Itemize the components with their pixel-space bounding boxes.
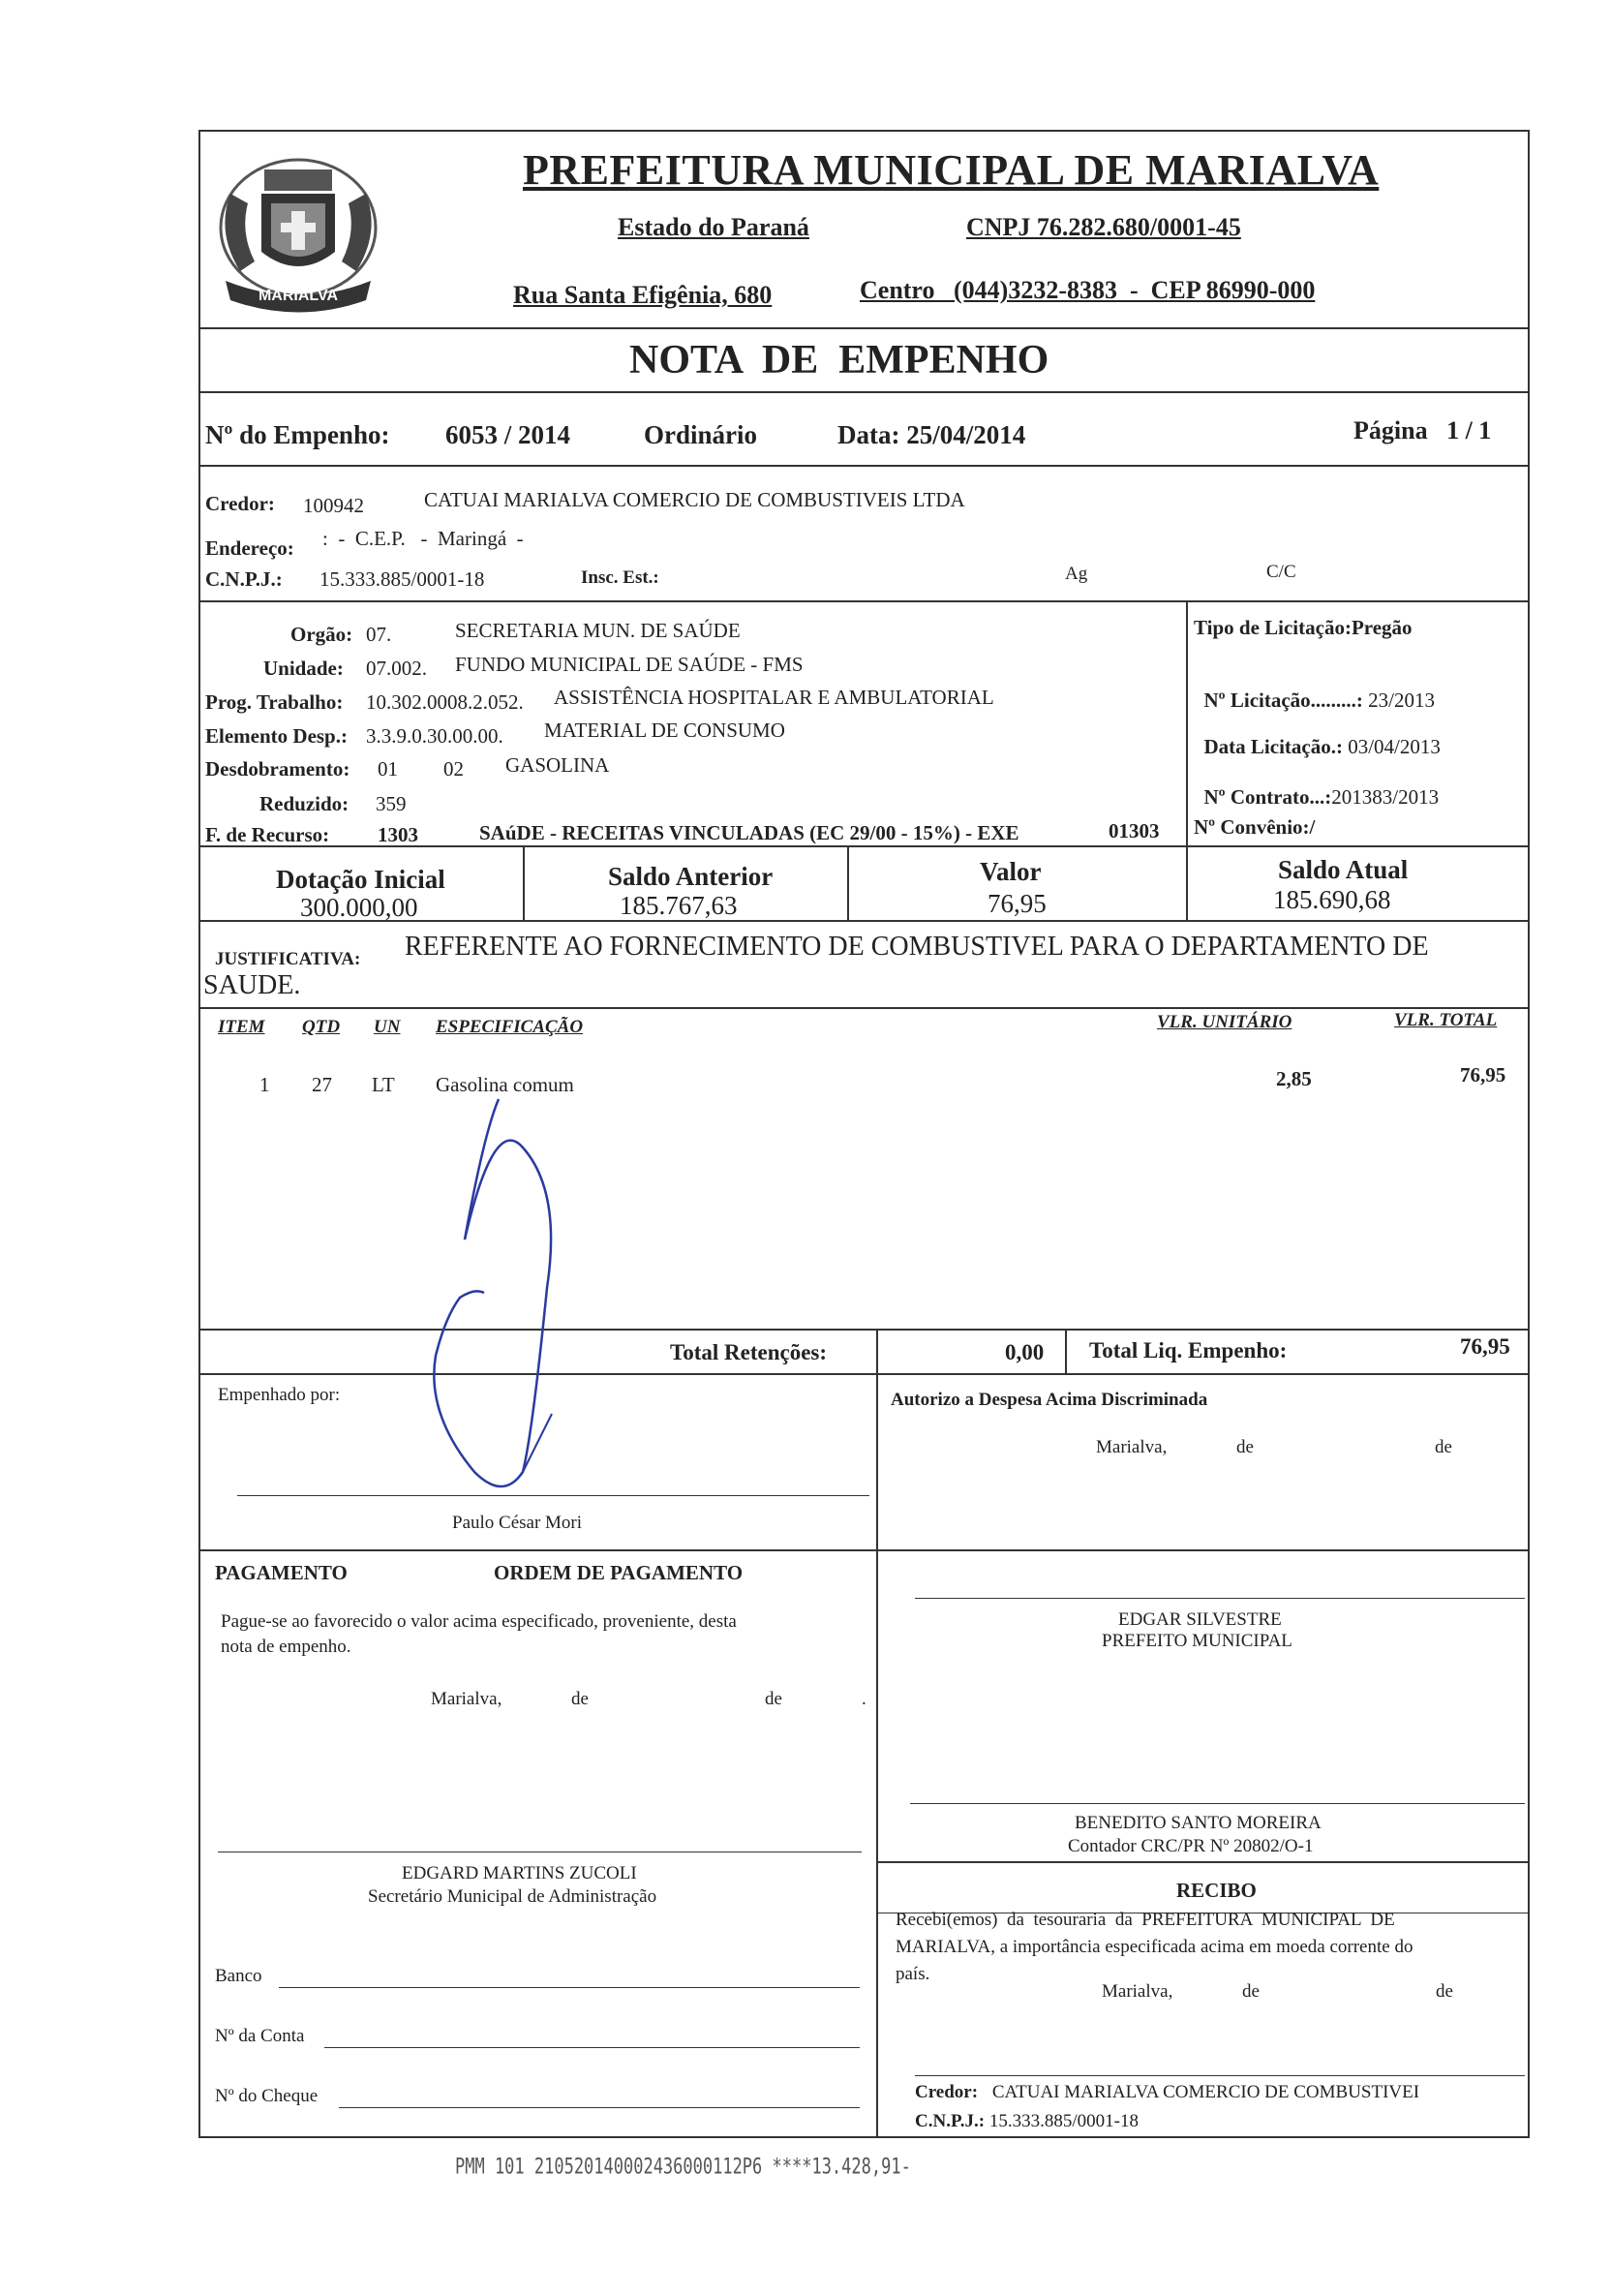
empenho-number-label: Nº do Empenho: — [205, 420, 390, 449]
left-date-de1: de — [571, 1689, 589, 1709]
recurso-name: SAúDE - RECEITAS VINCULADAS (EC 29/00 - 15%) - EXE — [479, 821, 1019, 844]
document-title: NOTA DE EMPENHO — [629, 338, 1049, 383]
signatory-paulo: Paulo César Mori — [452, 1513, 583, 1533]
right-date-1 — [1096, 1437, 1452, 1458]
total-liquido-label: Total Liq. Empenho: — [1089, 1338, 1288, 1362]
pague-line2: nota de empenho. — [221, 1637, 351, 1657]
left-date-dot: . — [862, 1689, 866, 1709]
col-qtd: QTD — [302, 1017, 341, 1037]
right-date-2 — [1102, 1981, 1453, 2003]
outer-border-top — [198, 130, 1530, 132]
row-un: LT — [372, 1073, 395, 1096]
cheque-line — [339, 2107, 860, 2108]
unidade-name: FUNDO MUNICIPAL DE SAÚDE - FMS — [455, 653, 804, 676]
header-cnpj: CNPJ 76.282.680/0001-45 — [966, 213, 1241, 241]
rule — [1065, 1329, 1067, 1373]
total-liquido-value: 76,95 — [1460, 1334, 1510, 1359]
rule — [198, 465, 1530, 467]
footer-code: PMM 101 210520140002436000112P6 ****13.428,91- — [455, 2155, 911, 2180]
tipo-licitacao: Tipo de Licitação:Pregão — [1194, 616, 1413, 639]
signatory-contador-name: BENEDITO SANTO MOREIRA — [1075, 1813, 1322, 1833]
reduzido-label: Reduzido: — [259, 792, 350, 815]
signature-line — [910, 1803, 1525, 1804]
right-date-1-city: Marialva, — [1096, 1437, 1168, 1457]
left-date — [431, 1689, 866, 1710]
dotacao-inicial-label: Dotação Inicial — [276, 865, 445, 894]
numero-licitacao — [1194, 664, 1435, 713]
dotacao-inicial-value: 300.000,00 — [300, 893, 418, 922]
orgao-code: 07. — [366, 623, 392, 646]
recibo-line1: Recebi(emos) da tesouraria da PREFEITURA MUNICIPAL DE — [896, 1910, 1395, 1930]
recibo-credor-name: CATUAI MARIALVA COMERCIO DE COMBUSTIVEI — [991, 2082, 1420, 2102]
contrato-label: Nº Contrato...: — [1203, 785, 1332, 809]
elemento-code: 3.3.9.0.30.00.00. — [366, 724, 503, 748]
prog-name: ASSISTÊNCIA HOSPITALAR E AMBULATORIAL — [554, 686, 994, 709]
signature-line — [915, 2075, 1525, 2076]
justificativa-line1: REFERENTE AO FORNECIMENTO DE COMBUSTIVEL PARA O DEPARTAMENTO DE — [405, 932, 1429, 962]
recurso-number: 01303 — [1109, 819, 1160, 842]
reduzido-value: 359 — [376, 792, 407, 815]
signatory-prefeito-title: PREFEITO MUNICIPAL — [1102, 1631, 1292, 1651]
col-vlr-unitario: VLR. UNITÁRIO — [1157, 1012, 1292, 1032]
unidade-label: Unidade: — [263, 657, 344, 680]
recibo-credor-label: Credor: — [915, 2082, 979, 2102]
credor-name: CATUAI MARIALVA COMERCIO DE COMBUSTIVEIS LTDA — [424, 488, 965, 511]
rule — [198, 1373, 1530, 1375]
credor-label: Credor: — [205, 492, 275, 515]
recibo-line2: MARIALVA, a importância especificada acima em moeda corrente do — [896, 1937, 1413, 1957]
page-title: PREFEITURA MUNICIPAL DE MARIALVA — [523, 146, 1380, 194]
cnpj-label: C.N.P.J.: — [205, 567, 283, 591]
banco-line — [279, 1987, 860, 1988]
endereco-label: Endereço: — [205, 536, 294, 560]
right-date-2-city: Marialva, — [1102, 1981, 1173, 2002]
empenhado-por: Empenhado por: — [218, 1385, 341, 1405]
convenio: Nº Convênio:/ — [1194, 815, 1316, 839]
agency-label: Ag — [1065, 564, 1088, 584]
data-licitacao-value: 03/04/2013 — [1342, 735, 1441, 758]
saldo-atual-value: 185.690,68 — [1273, 885, 1391, 914]
recibo-cnpj — [915, 2111, 1139, 2132]
signatory-prefeito-name: EDGAR SILVESTRE — [1118, 1609, 1282, 1630]
left-date-city: Marialva, — [431, 1689, 502, 1709]
row-vlr-unitario: 2,85 — [1276, 1067, 1312, 1090]
rule — [876, 1861, 1530, 1863]
signatory-secretario: Secretário Municipal de Administração — [368, 1886, 657, 1907]
elemento-label: Elemento Desp.: — [205, 724, 348, 748]
rule — [198, 600, 1530, 602]
desdobramento-b: 02 — [443, 757, 464, 781]
rule — [1186, 600, 1188, 845]
numero-licitacao-label: Nº Licitação.........: — [1203, 689, 1363, 712]
rule — [198, 391, 1530, 393]
empenho-type: Ordinário — [644, 420, 758, 449]
numero-licitacao-value: 23/2013 — [1362, 689, 1435, 712]
signatory-contador-title: Contador CRC/PR Nº 20802/O-1 — [1068, 1836, 1314, 1856]
desdobramento-a: 01 — [378, 757, 398, 781]
right-date-1-de1: de — [1236, 1437, 1254, 1457]
recibo-title: RECIBO — [1176, 1879, 1257, 1902]
recurso-label: F. de Recurso: — [205, 823, 330, 846]
state-name: Estado do Paraná — [618, 213, 809, 241]
insc-est-label: Insc. Est.: — [581, 567, 659, 588]
rule — [876, 1329, 878, 2138]
signatory-edgard: EDGARD MARTINS ZUCOLI — [402, 1863, 637, 1883]
rule — [198, 1549, 1530, 1551]
banco-label: Banco — [215, 1966, 262, 1986]
col-un: UN — [374, 1017, 401, 1037]
saldo-anterior-value: 185.767,63 — [620, 891, 738, 920]
row-item: 1 — [259, 1073, 270, 1096]
total-retencoes-value: 0,00 — [1005, 1340, 1045, 1364]
row-especificacao: Gasolina comum — [436, 1073, 574, 1096]
data-licitacao — [1194, 711, 1441, 759]
left-date-de2: de — [765, 1689, 782, 1709]
outer-border-right — [1528, 130, 1530, 2138]
rule — [523, 845, 525, 920]
outer-border-bottom — [198, 2136, 1530, 2138]
recibo-line3: país. — [896, 1964, 930, 1984]
orgao-name: SECRETARIA MUN. DE SAÚDE — [455, 619, 741, 642]
handwritten-signature — [407, 1046, 649, 1549]
col-item: ITEM — [218, 1017, 265, 1037]
right-date-2-de1: de — [1242, 1981, 1260, 2002]
street-address: Rua Santa Efigênia, 680 — [513, 281, 773, 309]
credor-cnpj: 15.333.885/0001-18 — [319, 567, 485, 591]
orgao-label: Orgão: — [290, 623, 353, 646]
rule — [198, 1007, 1530, 1009]
outer-border-left — [198, 130, 200, 2138]
svg-text:MARIALVA: MARIALVA — [258, 288, 339, 304]
col-especificacao: ESPECIFICAÇÃO — [436, 1017, 584, 1037]
data-licitacao-label: Data Licitação.: — [1203, 735, 1343, 758]
total-retencoes-label: Total Retenções: — [670, 1340, 828, 1364]
saldo-atual-label: Saldo Atual — [1278, 855, 1409, 884]
pagamento-label: PAGAMENTO — [215, 1561, 348, 1584]
prog-label: Prog. Trabalho: — [205, 690, 344, 714]
right-date-2-de2: de — [1436, 1981, 1453, 2002]
rule — [198, 1329, 1530, 1331]
saldo-anterior-label: Saldo Anterior — [608, 862, 774, 891]
autorizo-label: Autorizo a Despesa Acima Discriminada — [891, 1390, 1208, 1410]
pague-line1: Pague-se ao favorecido o valor acima especificado, proveniente, desta — [221, 1611, 737, 1632]
col-vlr-total: VLR. TOTAL — [1394, 1010, 1498, 1030]
empenho-number: 6053 / 2014 — [445, 420, 571, 449]
recibo-cnpj-value: 15.333.885/0001-18 — [988, 2111, 1139, 2131]
right-date-1-de2: de — [1435, 1437, 1452, 1457]
prog-code: 10.302.0008.2.052. — [366, 690, 524, 714]
justificativa-label: JUSTIFICATIVA: — [215, 949, 361, 969]
valor-value: 76,95 — [988, 889, 1047, 918]
page-number: Página 1 / 1 — [1353, 416, 1492, 444]
conta-line — [324, 2047, 860, 2048]
address-rest: Centro (044)3232-8383 - CEP 86990-000 — [860, 276, 1316, 304]
cheque-label: Nº do Cheque — [215, 2086, 319, 2106]
recurso-code: 1303 — [378, 823, 418, 846]
desdobramento-label: Desdobramento: — [205, 757, 350, 781]
account-label: C/C — [1266, 562, 1296, 582]
municipal-crest-icon — [201, 136, 395, 329]
rule — [1186, 845, 1188, 920]
contrato — [1194, 761, 1439, 810]
signature-line — [915, 1598, 1525, 1599]
contrato-value: 201383/2013 — [1331, 785, 1440, 809]
recibo-credor — [915, 2082, 1419, 2103]
justificativa-line2: SAUDE. — [203, 970, 301, 1000]
elemento-name: MATERIAL DE CONSUMO — [544, 719, 785, 742]
row-vlr-total: 76,95 — [1460, 1063, 1506, 1087]
endereco-value: : - C.E.P. - Maringá - — [322, 527, 524, 550]
conta-label: Nº da Conta — [215, 2026, 305, 2046]
unidade-code: 07.002. — [366, 657, 427, 680]
desdobramento-name: GASOLINA — [505, 753, 610, 777]
credor-code: 100942 — [303, 494, 364, 517]
rule — [847, 845, 849, 920]
rule — [198, 327, 1530, 329]
ordem-pagamento-label: ORDEM DE PAGAMENTO — [494, 1561, 744, 1584]
recibo-cnpj-label: C.N.P.J.: — [915, 2111, 986, 2131]
row-qtd: 27 — [312, 1073, 332, 1096]
valor-label: Valor — [980, 857, 1042, 886]
empenho-date: Data: 25/04/2014 — [837, 420, 1026, 449]
